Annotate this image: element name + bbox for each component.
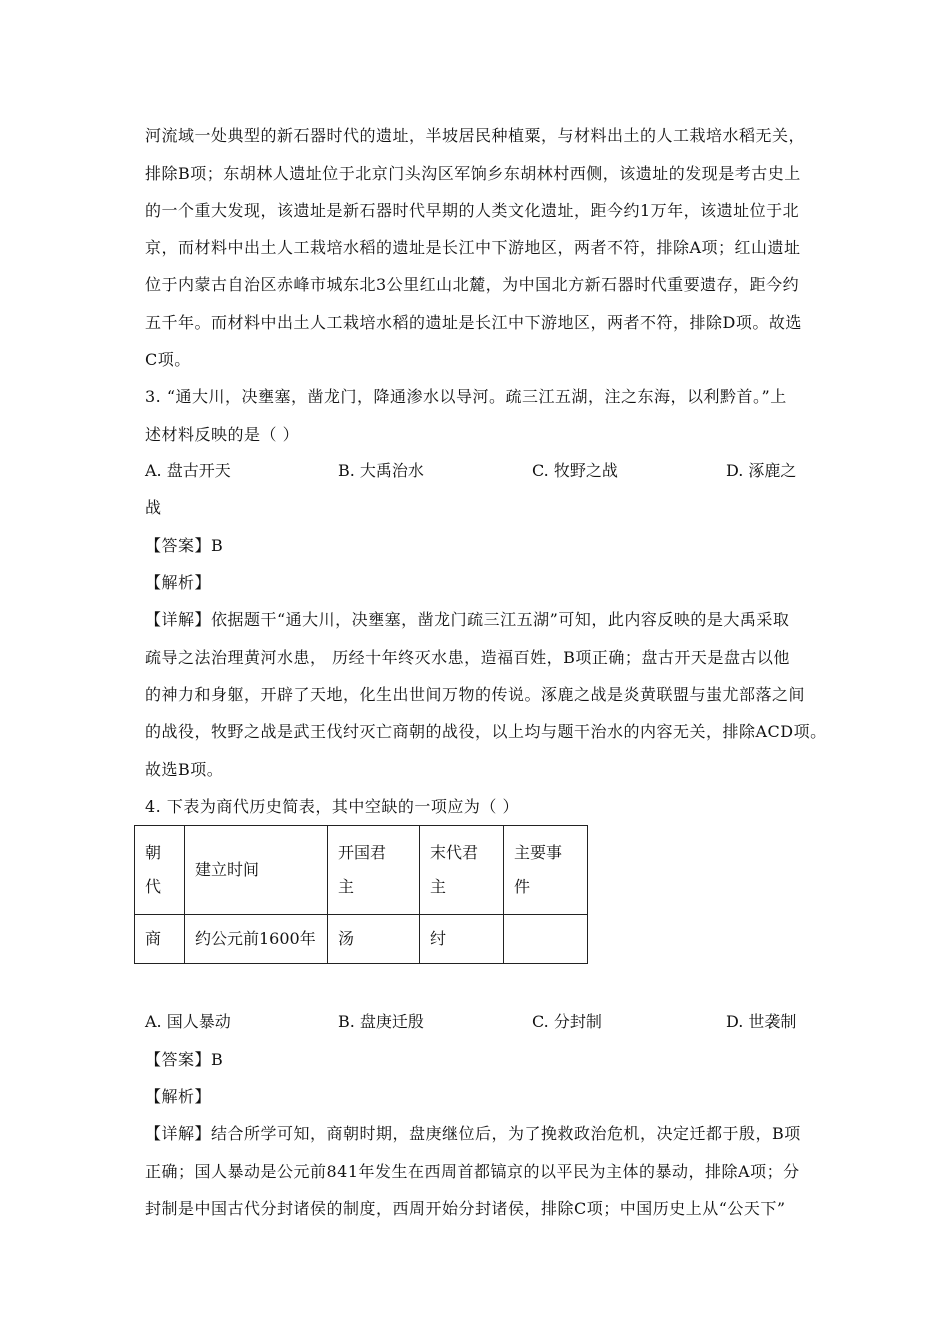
table-cell: 约公元前1600年 — [185, 915, 328, 964]
detail-line: 正确；国人暴动是公元前841年发生在西周首都镐京的以平民为主体的暴动，排除A项；分 — [145, 1162, 800, 1181]
detail-line: 的战役，牧野之战是武王伐纣灭亡商朝的战役，以上均与题干治水的内容无关，排除ACD项。 — [145, 722, 827, 741]
paragraph-line: 五千年。而材料中出土人工栽培水稻的遗址是长江中下游地区，两者不符，排除D项。故选 — [145, 313, 802, 332]
table-cell-empty — [504, 915, 588, 964]
paragraph-line: 河流域一处典型的新石器时代的遗址，半坡居民种植粟，与材料出土的人工栽培水稻无关， — [145, 126, 806, 145]
table-header-cell: 朝 代 — [135, 826, 185, 915]
table-cell: 汤 — [328, 915, 420, 964]
option-b: B. 盘庚迁殷 — [338, 1012, 424, 1031]
question-3-stem: 3. “通大川，决壅塞，凿龙门，降通渗水以导河。疏三江五湖，注之东海，以利黔首。”上 — [145, 387, 787, 406]
option-a: A. 国人暴动 — [145, 1012, 231, 1031]
table-cell: 纣 — [420, 915, 504, 964]
paragraph-line: 的一个重大发现，该遗址是新石器时代早期的人类文化遗址，距今约1万年，该遗址位于北 — [145, 201, 800, 220]
detail-line: 【详解】结合所学可知，商朝时期，盘庚继位后，为了挽救政治危机，决定迁都于殷，B项 — [145, 1124, 801, 1143]
detail-line: 故选B项。 — [145, 760, 224, 779]
option-a: A. 盘古开天 — [145, 461, 231, 480]
table-header-cell: 建立时间 — [185, 826, 328, 915]
option-d: D. 涿鹿之 — [726, 461, 797, 480]
detail-line: 封制是中国古代分封诸侯的制度，西周开始分封诸侯，排除C项；中国历史上从“公天下” — [145, 1199, 786, 1218]
option-d: D. 世袭制 — [726, 1012, 797, 1031]
history-table — [134, 825, 588, 964]
option-d-wrap: 战 — [145, 498, 162, 517]
table-cell: 商 — [135, 915, 185, 964]
detail-line: 【详解】依据题干“通大川，决壅塞，凿龙门疏三江五湖”可知，此内容反映的是大禹采取 — [145, 610, 790, 629]
paragraph-line: 排除B项；东胡林人遗址位于北京门头沟区军饷乡东胡林村西侧，该遗址的发现是考古史上 — [145, 164, 801, 183]
table-header-cell: 开国君 主 — [328, 826, 420, 915]
option-b: B. 大禹治水 — [338, 461, 424, 480]
table-header-cell: 主要事 件 — [504, 826, 588, 915]
paragraph-line: 位于内蒙古自治区赤峰市城东北3公里红山北麓，为中国北方新石器时代重要遗存，距今约 — [145, 275, 800, 294]
detail-line: 疏导之法治理黄河水患， 历经十年终灭水患，造福百姓，B项正确；盘古开天是盘古以他 — [145, 648, 790, 667]
question-4-stem: 4. 下表为商代历史简表，其中空缺的一项应为（ ） — [145, 797, 519, 816]
paragraph-line: C项。 — [145, 350, 191, 369]
analysis-label: 【解析】 — [145, 573, 212, 592]
option-c: C. 分封制 — [532, 1012, 602, 1031]
analysis-label: 【解析】 — [145, 1087, 212, 1106]
paragraph-line: 京，而材料中出土人工栽培水稻的遗址是长江中下游地区，两者不符，排除A项；红山遗址 — [145, 238, 801, 257]
option-c: C. 牧野之战 — [532, 461, 618, 480]
table-header-cell: 末代君 主 — [420, 826, 504, 915]
question-3-stem: 述材料反映的是（ ） — [145, 425, 300, 444]
table-row — [135, 915, 588, 964]
answer: 【答案】B — [145, 1050, 224, 1069]
detail-line: 的神力和身躯，开辟了天地，化生出世间万物的传说。涿鹿之战是炎黄联盟与蚩尤部落之间 — [145, 685, 806, 704]
table-header-row — [135, 826, 588, 915]
answer: 【答案】B — [145, 536, 224, 555]
